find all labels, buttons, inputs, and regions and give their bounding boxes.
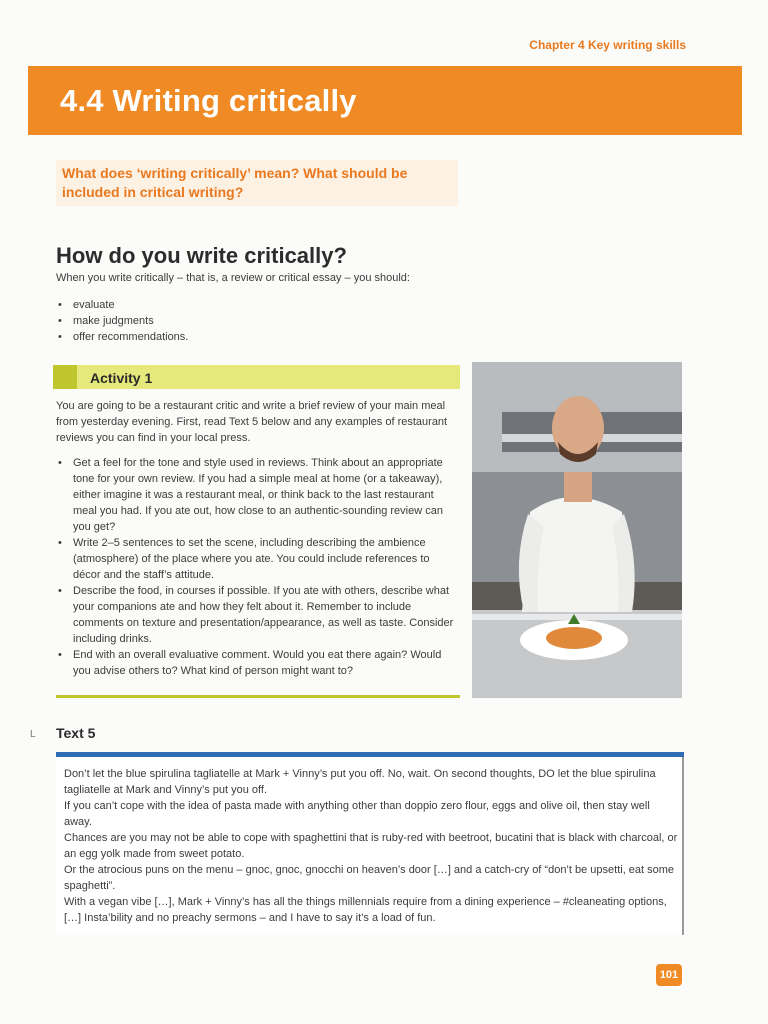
page-title: 4.4 Writing critically [60, 83, 357, 118]
activity-title: Activity 1 [90, 370, 153, 386]
activity-intro: You are going to be a restaurant critic and write a brief review of your main meal from yesterday evening. First, read Text 5 below and any examples of restaurant reviews you can find in your local press. [56, 400, 448, 444]
section-intro: When you write critically – that is, a review or critical essay – you should: [56, 272, 410, 284]
review-paragraph: Or the atrocious puns on the menu – gnoc, gnoc, gnocchi on heaven’s door […] and a catch-cry of “don’t be upsetti, eat some spaghetti”. [64, 864, 675, 892]
list-item: • make judgments [56, 313, 356, 329]
critical-writing-list [56, 297, 356, 345]
section-heading: How do you write critically? [56, 243, 347, 268]
chef-photo [472, 362, 682, 698]
page-number: 101 [656, 964, 682, 986]
list-item: • evaluate [56, 297, 356, 313]
activity-tab-marker [53, 365, 77, 389]
list-item: • offer recommendations. [56, 329, 356, 345]
review-paragraph: With a vegan vibe […], Mark + Vinny’s has all the things millennials require from a dining experience – #cleaneating options, […] Insta’bility and no preachy sermons – and I have to say it’s a load of fun. [64, 896, 667, 924]
text5-title: Text 5 [56, 725, 96, 741]
margin-mark: L [30, 729, 36, 740]
chapter-header: Chapter 4 Key writing skills [529, 38, 686, 52]
review-paragraph: If you can’t cope with the idea of pasta made with anything other than doppio zero flour, eggs and olive oil, then stay well away. [64, 800, 650, 828]
review-paragraph: Chances are you may not be able to cope with spaghettini that is ruby-red with beetroot, bucatini that is black with charcoal, or an egg yolk made from sweet potato. [64, 832, 678, 860]
list-item: • Write 2–5 sentences to set the scene, including describing the ambience (atmosphere) of the place where you ate. You could include references to décor and the staff’s attitude. [56, 535, 456, 583]
text5-review [64, 766, 678, 926]
activity-instructions [56, 455, 456, 679]
review-paragraph: Don’t let the blue spirulina tagliatelle at Mark + Vinny’s put you off. No, wait. On second thoughts, DO let the blue spirulina tagliatelle at Mark and Vinny’s put you off. [64, 768, 656, 796]
activity-divider [56, 695, 460, 698]
list-item: • End with an overall evaluative comment. Would you eat there again? Would you advise others to? What kind of person might want to? [56, 647, 456, 679]
list-item: • Get a feel for the tone and style used in reviews. Think about an appropriate tone for your own review. If you had a simple meal at home (or a takeaway), either imagine it was a restaurant meal, or think back to the last restaurant meal you had. If you ate out, how close to an authentic-sounding review can you get? [56, 455, 456, 535]
list-item: • Describe the food, in courses if possible. If you ate with others, describe what your companions ate and how they felt about it. Remember to include comments on texture and presentation/appearance, as well as taste. Consider including drinks. [56, 583, 456, 647]
guiding-questions: What does ‘writing critically’ mean? What should be included in critical writing? [56, 160, 458, 206]
